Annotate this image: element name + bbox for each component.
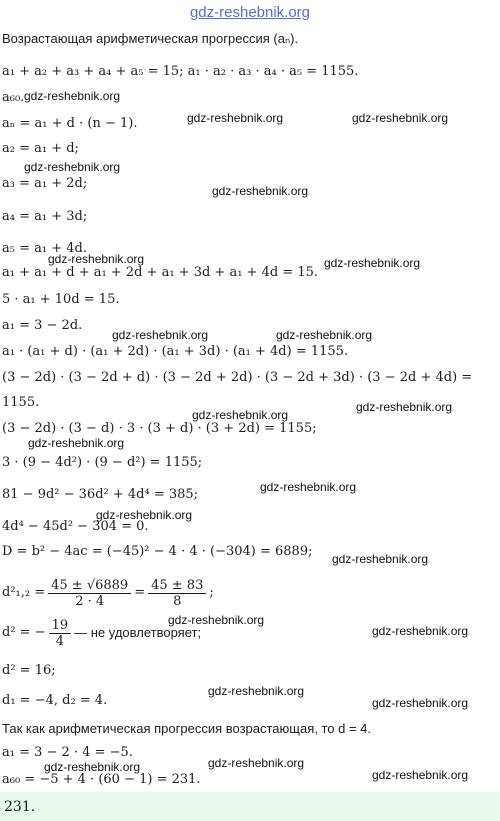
rejection-note: — не удовлетворяет; — [74, 625, 202, 640]
watermark: gdz-reshebnik.org — [96, 508, 193, 522]
fraction-numerator: 19 — [49, 618, 72, 634]
formula-line: 5 · a₁ + 10d = 15. — [2, 292, 120, 307]
watermark: gdz-reshebnik.org — [260, 480, 357, 494]
first-term: a₁ = 3 − 2 · 4 = −5. — [2, 745, 133, 760]
fraction-denominator: 8 — [173, 593, 182, 609]
formula-line: (3 − 2d) · (3 − 2d + d) · (3 − 2d + 2d) · (3 − 2d + 3d) · (3 − 2d + 4d) = — [2, 370, 473, 385]
watermark: gdz-reshebnik.org — [208, 756, 305, 770]
watermark: gdz-reshebnik.org — [24, 89, 121, 103]
watermark: gdz-reshebnik.org — [324, 256, 421, 270]
formula-line: a₁ · (a₁ + d) · (a₁ + 2d) · (a₁ + 3d) · (a₁ + 4d) = 1155. — [2, 344, 349, 359]
problem-statement: Возрастающая арифметическая прогрессия (aₙ). — [2, 31, 299, 46]
answer-value: 231. — [4, 798, 36, 815]
watermark: gdz-reshebnik.org — [276, 328, 373, 342]
formula-line: a₂ = a₁ + d; — [2, 141, 79, 156]
roots-lhs: d²₁,₂ = — [2, 585, 46, 600]
formula-line: a₃ = a₁ + 2d; — [2, 176, 88, 191]
watermark: gdz-reshebnik.org — [168, 613, 265, 627]
fraction-numerator: 45 ± 83 — [148, 578, 206, 594]
formula-line: 1155. — [2, 395, 40, 410]
watermark: gdz-reshebnik.org — [208, 684, 305, 698]
fraction — [49, 618, 72, 649]
semicolon: ; — [209, 585, 214, 600]
watermark: gdz-reshebnik.org — [372, 696, 469, 710]
watermark: gdz-reshebnik.org — [212, 184, 309, 198]
watermark: gdz-reshebnik.org — [332, 552, 429, 566]
watermark: gdz-reshebnik.org — [356, 400, 453, 414]
watermark: gdz-reshebnik.org — [352, 111, 449, 125]
roots-result: d₁ = −4, d₂ = 4. — [2, 693, 108, 708]
fraction — [48, 578, 131, 609]
formula-line: 4d⁴ − 45d² − 304 = 0. — [2, 519, 149, 534]
watermark: gdz-reshebnik.org — [28, 436, 125, 450]
equals-sign: = — [134, 585, 146, 600]
sixtieth-term: a₆₀ = −5 + 4 · (60 − 1) = 231. — [2, 772, 201, 787]
formula-line: d² = 16; — [2, 663, 56, 678]
watermark: gdz-reshebnik.org — [187, 111, 284, 125]
formula-line: a₁ = 3 − 2d. — [2, 318, 83, 333]
fraction-denominator: 4 — [55, 633, 64, 649]
find-term: a₆₀. — [2, 90, 25, 105]
formula-line: 81 − 9d² − 36d² + 4d⁴ = 385; — [2, 487, 199, 502]
watermark: gdz-reshebnik.org — [44, 760, 141, 774]
site-link[interactable]: gdz-reshebnik.org — [189, 3, 311, 21]
watermark: gdz-reshebnik.org — [48, 252, 145, 266]
watermark: gdz-reshebnik.org — [372, 624, 469, 638]
discriminant-line: D = b² − 4ac = (−45)² − 4 · 4 · (−304) = 6889; — [2, 544, 313, 559]
watermark: gdz-reshebnik.org — [372, 768, 469, 782]
conclusion-text: Так как арифметическая прогрессия возрастающая, то d = 4. — [2, 721, 372, 736]
formula-line: aₙ = a₁ + d · (n − 1). — [2, 116, 138, 131]
formula-line: 3 · (9 − 4d²) · (9 − d²) = 1155; — [2, 455, 203, 470]
given-conditions: a₁ + a₂ + a₃ + a₄ + a₅ = 15; a₁ · a₂ · a₃ · a₄ · a₅ = 1155. — [2, 64, 359, 79]
formula-line: a₅ = a₁ + 4d. — [2, 241, 87, 256]
fraction-numerator: 45 ± √6889 — [48, 578, 131, 594]
formula-line: a₁ + a₁ + d + a₁ + 2d + a₁ + 3d + a₁ + 4d = 15. — [2, 265, 318, 280]
fraction-denominator: 2 · 4 — [75, 593, 105, 609]
watermark: gdz-reshebnik.org — [24, 160, 121, 174]
root-lhs: d² = − — [2, 625, 46, 640]
formula-line: (3 − 2d) · (3 − d) · 3 · (3 + d) · (3 + 2d) = 1155; — [2, 421, 317, 436]
fraction — [148, 578, 206, 609]
answer-box — [0, 792, 500, 821]
roots-line — [2, 573, 214, 613]
site-header — [0, 0, 500, 24]
formula-line: a₄ = a₁ + 3d; — [2, 209, 88, 224]
watermark: gdz-reshebnik.org — [112, 328, 209, 342]
watermark: gdz-reshebnik.org — [192, 408, 289, 422]
